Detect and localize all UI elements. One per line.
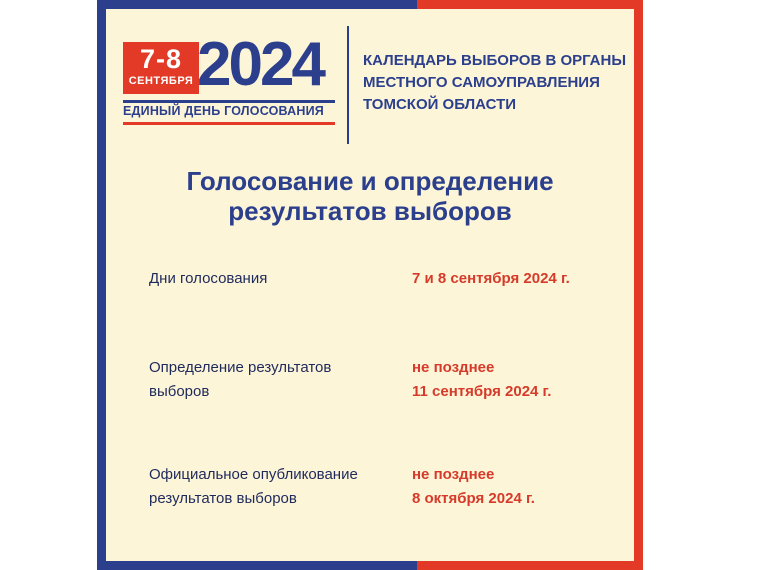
header-title-line: ТОМСКОЙ ОБЛАСТИ (363, 96, 517, 113)
bottom-red-border (417, 561, 643, 570)
header-divider (347, 26, 349, 144)
logo-days: 7-8 (139, 44, 183, 74)
row-label-line: Официальное опубликование (149, 466, 358, 483)
logo-date-box (123, 42, 199, 94)
top-blue-border (97, 0, 417, 9)
row-label (149, 267, 379, 291)
row-value (412, 356, 622, 404)
election-calendar-poster (97, 0, 643, 570)
logo-month: СЕНТЯБРЯ (128, 75, 194, 87)
logo-blue-line (123, 100, 335, 103)
row-label-line: результатов выборов (149, 490, 297, 507)
row-value-line: 11 сентября 2024 г. (412, 383, 552, 400)
page-title (97, 166, 643, 226)
bottom-blue-border (97, 561, 417, 570)
row-value-line: 8 октября 2024 г. (412, 490, 535, 507)
page-title-line: результатов выборов (228, 196, 512, 226)
election-day-logo (123, 30, 335, 126)
row-value-line: не позднее (412, 359, 495, 376)
header-title-line: КАЛЕНДАРЬ ВЫБОРОВ В ОРГАНЫ (363, 52, 627, 69)
logo-year: 2024 (197, 30, 323, 99)
header-title-line: МЕСТНОГО САМОУПРАВЛЕНИЯ (363, 74, 600, 91)
left-blue-border (97, 0, 106, 570)
row-value-line: не позднее (412, 466, 495, 483)
row-label-line: Определение результатов (149, 359, 332, 376)
header-title (363, 50, 633, 116)
right-red-border (634, 0, 643, 570)
row-label-line: Дни голосования (149, 270, 268, 287)
row-value-line: 7 и 8 сентября 2024 г. (412, 270, 570, 287)
logo-caption: ЕДИНЫЙ ДЕНЬ ГОЛОСОВАНИЯ (123, 104, 324, 118)
page-title-line: Голосование и определение (186, 166, 554, 196)
top-red-border (417, 0, 643, 9)
row-label (149, 463, 379, 511)
row-label-line: выборов (149, 383, 210, 400)
row-value (412, 267, 622, 291)
logo-red-line (123, 122, 335, 125)
row-label (149, 356, 379, 404)
row-value (412, 463, 622, 511)
